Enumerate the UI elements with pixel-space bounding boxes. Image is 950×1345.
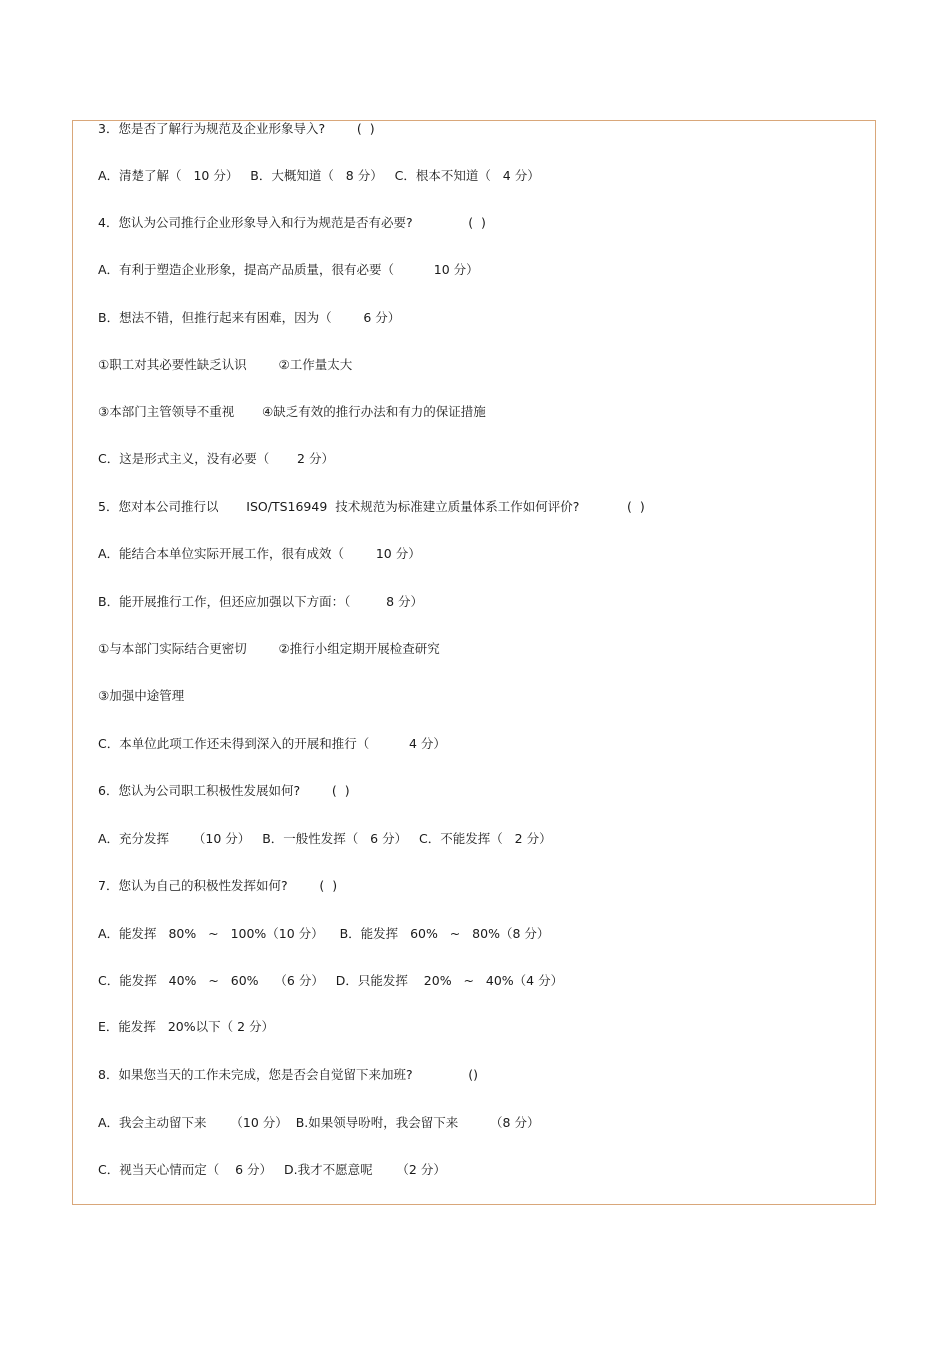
question-5-option-b: B．能开展推行工作，但还应加强以下方面：（ 8 分） (98, 594, 424, 609)
question-7-options-ab: A．能发挥 80% ~ 100%（10 分） B．能发挥 60% ~ 80%（8 分） (98, 926, 550, 941)
question-4-reasons-1: ①职工对其必要性缺乏认识 ②工作量太大 (98, 357, 353, 372)
question-5-improvements-2: ③加强中途管理 (98, 688, 185, 703)
question-4-reasons-2: ③本部门主管领导不重视 ④缺乏有效的推行办法和有力的保证措施 (98, 404, 486, 419)
question-3-options: A．清楚了解（ 10 分） B．大概知道（ 8 分） C．根本不知道（ 4 分） (98, 168, 540, 183)
question-4-option-b: B．想法不错，但推行起来有困难，因为（ 6 分） (98, 310, 401, 325)
question-8-options-cd: C．视当天心情而定（ 6 分） D.我才不愿意呢 （2 分） (98, 1162, 446, 1177)
question-7: 7．您认为自己的积极性发挥如何? ( ) (98, 878, 338, 893)
question-4-option-c: C．这是形式主义，没有必要（ 2 分） (98, 451, 334, 466)
content-frame (72, 120, 876, 1205)
question-7-option-e: E．能发挥 20%以下（ 2 分） (98, 1019, 275, 1034)
question-5-option-c: C．本单位此项工作还未得到深入的开展和推行（ 4 分） (98, 736, 446, 751)
question-8-options-ab: A．我会主动留下来 （10 分） B.如果领导吩咐，我会留下来 （8 分） (98, 1115, 540, 1130)
question-5-option-a: A．能结合本单位实际开展工作，很有成效（ 10 分） (98, 546, 421, 561)
question-4: 4．您认为公司推行企业形象导入和行为规范是否有必要? ( ) (98, 215, 486, 230)
question-4-option-a: A．有利于塑造企业形象，提高产品质量，很有必要（ 10 分） (98, 262, 479, 277)
question-8: 8．如果您当天的工作未完成，您是否会自觉留下来加班? () (98, 1067, 478, 1082)
question-5: 5．您对本公司推行以 ISO/TS16949 技术规范为标准建立质量体系工作如何评价? ( ) (98, 499, 645, 514)
question-7-options-cd: C．能发挥 40% ~ 60% （6 分） D．只能发挥 20% ~ 40%（4 分） (98, 973, 564, 988)
question-6-options: A．充分发挥 （10 分） B．一般性发挥（ 6 分） C．不能发挥（ 2 分） (98, 831, 552, 846)
question-5-improvements-1: ①与本部门实际结合更密切 ②推行小组定期开展检查研究 (98, 641, 440, 656)
question-6: 6．您认为公司职工积极性发展如何? ( ) (98, 783, 350, 798)
question-3: 3．您是否了解行为规范及企业形象导入? ( ) (98, 121, 375, 136)
